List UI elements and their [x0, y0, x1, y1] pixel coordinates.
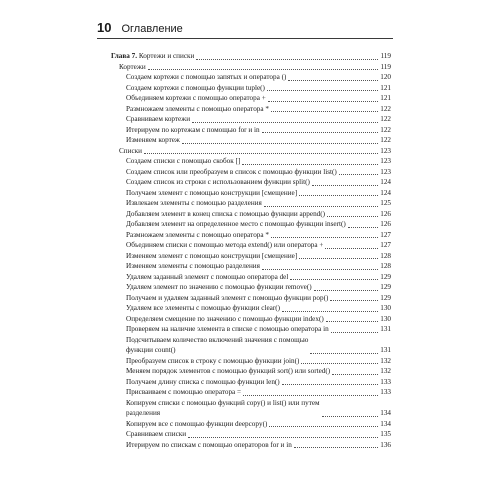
- toc-page-number: 135: [380, 430, 391, 438]
- dot-leader: [188, 437, 378, 438]
- toc-entry-text: Кортежи и списки: [137, 52, 195, 60]
- page-title: Оглавление: [121, 23, 183, 35]
- toc-entry[interactable]: [111, 114, 391, 125]
- toc-entry[interactable]: [111, 156, 391, 167]
- toc-entry-title: [126, 219, 346, 230]
- toc-entry-title-line2: функции count(): [126, 346, 176, 354]
- toc-entry-text: Добавляем элемент в конец списка с помощью функции append(): [126, 209, 326, 218]
- toc-entry-title: [126, 282, 312, 293]
- toc-entry[interactable]: [111, 230, 391, 241]
- toc-entry[interactable]: [111, 135, 391, 146]
- dot-leader: [310, 353, 378, 354]
- toc-entry[interactable]: [111, 188, 391, 199]
- toc-entry-title: [126, 429, 186, 440]
- dot-leader: [312, 185, 378, 186]
- toc-entry-title: [126, 114, 190, 125]
- toc-entry[interactable]: [111, 314, 391, 325]
- toc-page-number: 130: [380, 304, 391, 312]
- toc-entry-text: Итерируем по кортежам с помощью for и in: [126, 125, 260, 134]
- toc-entry-text: Удаляем заданный элемент с помощью оператора del: [126, 272, 289, 281]
- toc-entry-title: [126, 230, 269, 241]
- toc-entry[interactable]: [111, 440, 391, 451]
- dot-leader: [144, 153, 378, 154]
- toc-page-number: 123: [380, 146, 391, 155]
- toc-entry[interactable]: [111, 261, 391, 272]
- toc-entry-title: [126, 324, 329, 335]
- toc-entry-title: [126, 177, 310, 188]
- toc-entry-title: [126, 251, 297, 262]
- toc-page-number: 128: [380, 262, 391, 270]
- dot-leader: [271, 111, 378, 112]
- toc-entry-title: [119, 146, 142, 157]
- toc-page-number: 122: [380, 125, 391, 134]
- page-number: 10: [97, 20, 112, 35]
- dot-leader: [294, 447, 378, 448]
- toc-page-number: 124: [380, 188, 391, 197]
- toc-page-number: 126: [380, 220, 391, 228]
- toc-page-number: 120: [380, 73, 391, 81]
- toc-entry-text: Удаляем элемент по значению с помощью функции remove(): [126, 283, 312, 291]
- toc-entry-title: [126, 398, 320, 419]
- toc-entry-title: [126, 261, 260, 272]
- toc-entry[interactable]: [111, 303, 391, 314]
- toc-entry-text: Добавляем элемент на определенное место с помощью функции insert(): [126, 220, 346, 228]
- toc-entry-title: [126, 188, 297, 199]
- toc-entry-text: Получаем и удаляем заданный элемент с помощью функции pop(): [126, 293, 329, 302]
- toc-entry-title: [126, 419, 267, 430]
- toc-entry-text: Списки: [119, 146, 143, 155]
- toc-entry-text: Изменяем элемент с помощью конструкции [смещение]: [126, 251, 298, 260]
- toc-entry[interactable]: [111, 177, 391, 188]
- toc-entry-text: Преобразуем список в строку с помощью функции join(): [126, 356, 300, 365]
- toc-entry[interactable]: [111, 125, 391, 136]
- toc-page-number: 131: [380, 346, 391, 354]
- dot-leader: [348, 227, 378, 228]
- toc-entry-title: [126, 356, 299, 367]
- toc-entry-title-line1: Подсчитываем количество включений значения с помощью: [126, 335, 309, 344]
- toc-page-number: 129: [380, 283, 391, 291]
- toc-page-number: 128: [380, 251, 391, 260]
- toc-entry-title-line2: разделения: [126, 409, 161, 417]
- dot-leader: [331, 332, 379, 333]
- toc-page-number: 121: [380, 94, 391, 102]
- toc-entry-title: [126, 72, 286, 83]
- dot-leader: [268, 101, 378, 102]
- dot-leader: [299, 195, 378, 196]
- toc-entry[interactable]: [111, 167, 391, 178]
- toc-entry-title: [126, 209, 325, 220]
- toc-entry[interactable]: [111, 93, 391, 104]
- dot-leader: [330, 300, 378, 301]
- dot-leader: [332, 374, 378, 375]
- dot-leader: [243, 395, 378, 396]
- toc-entry-text: Удаляем все элементы с помощью функции clear(): [126, 304, 281, 312]
- toc-entry[interactable]: [111, 387, 391, 398]
- toc-entry[interactable]: [111, 198, 391, 209]
- toc-entry-text: Создаем список из строки с использованием функции split(): [126, 178, 310, 186]
- toc-entry-text: Сравниваем списки: [126, 430, 187, 438]
- toc-entry[interactable]: [111, 209, 391, 220]
- toc-entry[interactable]: [111, 240, 391, 251]
- toc-entry-title: [111, 51, 194, 62]
- dot-leader: [182, 143, 378, 144]
- toc-page-number: 136: [380, 440, 391, 449]
- toc-entry-title: [126, 272, 288, 283]
- dot-leader: [271, 237, 378, 238]
- toc-entry[interactable]: [111, 366, 391, 377]
- toc-entry-text: Меняем порядок элементов с помощью функций sort() или sorted(): [126, 367, 331, 375]
- dot-leader: [264, 206, 378, 207]
- toc-entry-text: Размножаем элементы с помощью оператора *: [126, 230, 269, 239]
- toc-entry-text: Получаем элемент с помощью конструкции [смещение]: [126, 188, 298, 197]
- dot-leader: [326, 321, 378, 322]
- toc-page-number: 130: [380, 314, 391, 323]
- toc-entry-text: Размножаем элементы с помощью оператора *: [126, 104, 269, 113]
- toc-entry-text: Объединяем списки с помощью метода extend() или оператора +: [126, 241, 324, 249]
- toc-page-number: 125: [380, 199, 391, 207]
- toc-entry-text: Копируем все с помощью функции deepcopy(): [126, 419, 268, 428]
- toc-page-number: 122: [380, 115, 391, 123]
- toc-page-number: 123: [380, 167, 391, 176]
- toc-entry-title: [119, 62, 146, 73]
- chapter-label: Глава 7.: [111, 52, 138, 60]
- toc-entry[interactable]: [111, 398, 391, 419]
- toc-entry[interactable]: [111, 324, 391, 335]
- toc-page-number: 124: [380, 178, 391, 186]
- dot-leader: [327, 216, 378, 217]
- toc-entry[interactable]: [111, 62, 391, 73]
- toc-entry-text: Получаем длину списка с помощью функции len(): [126, 377, 280, 386]
- dot-leader: [282, 384, 379, 385]
- toc-page-number: 133: [380, 377, 391, 386]
- toc-entry[interactable]: [111, 51, 391, 62]
- dot-leader: [314, 290, 379, 291]
- toc-page-number: 121: [380, 83, 391, 92]
- toc-entry[interactable]: [111, 104, 391, 115]
- toc-entry-text: Создаем список или преобразуем в список с помощью функции list(): [126, 167, 337, 176]
- toc-entry[interactable]: [111, 419, 391, 430]
- table-of-contents: [111, 51, 391, 450]
- toc-entry-title: [126, 93, 266, 104]
- toc-page-number: 132: [380, 356, 391, 365]
- toc-page-number: 127: [380, 241, 391, 249]
- toc-page-number: 133: [380, 388, 391, 396]
- toc-entry-title: [126, 125, 260, 136]
- toc-page-number: 123: [380, 157, 391, 165]
- toc-entry-title: [126, 377, 280, 388]
- header-rule: [97, 38, 393, 39]
- dot-leader: [322, 416, 379, 417]
- dot-leader: [262, 269, 378, 270]
- toc-entry-title: [126, 440, 292, 451]
- toc-entry[interactable]: [111, 72, 391, 83]
- toc-entry-title: [126, 167, 337, 178]
- toc-entry-title: [126, 366, 330, 377]
- dot-leader: [282, 311, 378, 312]
- toc-page-number: 132: [380, 367, 391, 375]
- toc-entry-text: Кортежи: [119, 62, 146, 71]
- toc-entry[interactable]: [111, 335, 391, 356]
- toc-entry-title: [126, 303, 280, 314]
- toc-entry-text: Создаем списки с помощью скобок []: [126, 157, 241, 165]
- toc-entry-text: Изменяем кортеж: [126, 136, 180, 144]
- toc-entry[interactable]: [111, 429, 391, 440]
- toc-entry-title: [126, 314, 324, 325]
- toc-entry-text: Проверяем на наличие элемента в списке с помощью оператора in: [126, 325, 329, 333]
- toc-entry[interactable]: [111, 272, 391, 283]
- page-header: [97, 20, 397, 36]
- dot-leader: [267, 90, 378, 91]
- toc-entry-text: Объединяем кортежи с помощью оператора +: [126, 94, 266, 102]
- toc-page-number: 134: [380, 419, 391, 428]
- dot-leader: [339, 174, 378, 175]
- toc-entry-title: [126, 135, 180, 146]
- dot-leader: [148, 69, 379, 70]
- toc-page-number: 129: [380, 272, 391, 281]
- toc-entry-text: Определяем смещение по значению с помощью функции index(): [126, 314, 324, 323]
- toc-entry-title: [126, 240, 323, 251]
- toc-page-number: 119: [380, 62, 391, 71]
- toc-entry-title: [126, 83, 265, 94]
- dot-leader: [196, 59, 378, 60]
- toc-entry-title: [126, 293, 328, 304]
- dot-leader: [325, 248, 378, 249]
- toc-entry-text: Изменяем элементы с помощью разделения: [126, 262, 260, 270]
- dot-leader: [269, 426, 378, 427]
- dot-leader: [301, 363, 378, 364]
- toc-entry-text: Итерируем по спискам с помощью операторов for и in: [126, 440, 292, 449]
- toc-entry-text: Присваиваем с помощью оператора =: [126, 388, 242, 396]
- toc-entry[interactable]: [111, 251, 391, 262]
- toc-page-number: 129: [380, 293, 391, 302]
- toc-page-number: 134: [380, 409, 391, 417]
- toc-entry-title: [126, 156, 240, 167]
- toc-page-number: 127: [380, 230, 391, 239]
- dot-leader: [288, 80, 378, 81]
- toc-entry[interactable]: [111, 83, 391, 94]
- toc-entry-title: [126, 387, 241, 398]
- dot-leader: [242, 164, 378, 165]
- toc-entry-title: [126, 104, 269, 115]
- toc-entry-text: Создаем кортежи с помощью запятых и оператора (): [126, 73, 287, 81]
- toc-entry[interactable]: [111, 219, 391, 230]
- dot-leader: [192, 122, 378, 123]
- toc-page-number: 126: [380, 209, 391, 218]
- toc-entry[interactable]: [111, 377, 391, 388]
- toc-entry-text: Сравниваем кортежи: [126, 115, 191, 123]
- toc-page-number: 122: [380, 104, 391, 113]
- toc-entry[interactable]: [111, 146, 391, 157]
- toc-entry-text: Извлекаем элементы с помощью разделения: [126, 199, 262, 207]
- dot-leader: [290, 279, 378, 280]
- toc-page-number: 122: [380, 136, 391, 144]
- toc-entry[interactable]: [111, 293, 391, 304]
- toc-page-number: 131: [380, 325, 391, 333]
- dot-leader: [262, 132, 379, 133]
- dot-leader: [299, 258, 378, 259]
- toc-entry-title-line1: Копируем списки с помощью функций copy() и list() или путем: [126, 398, 320, 407]
- toc-page-number: 119: [380, 52, 391, 60]
- toc-entry[interactable]: [111, 282, 391, 293]
- toc-entry[interactable]: [111, 356, 391, 367]
- toc-entry-title: [126, 335, 308, 356]
- toc-entry-title: [126, 198, 262, 209]
- toc-entry-text: Создаем кортежи с помощью функции tuple(): [126, 83, 265, 92]
